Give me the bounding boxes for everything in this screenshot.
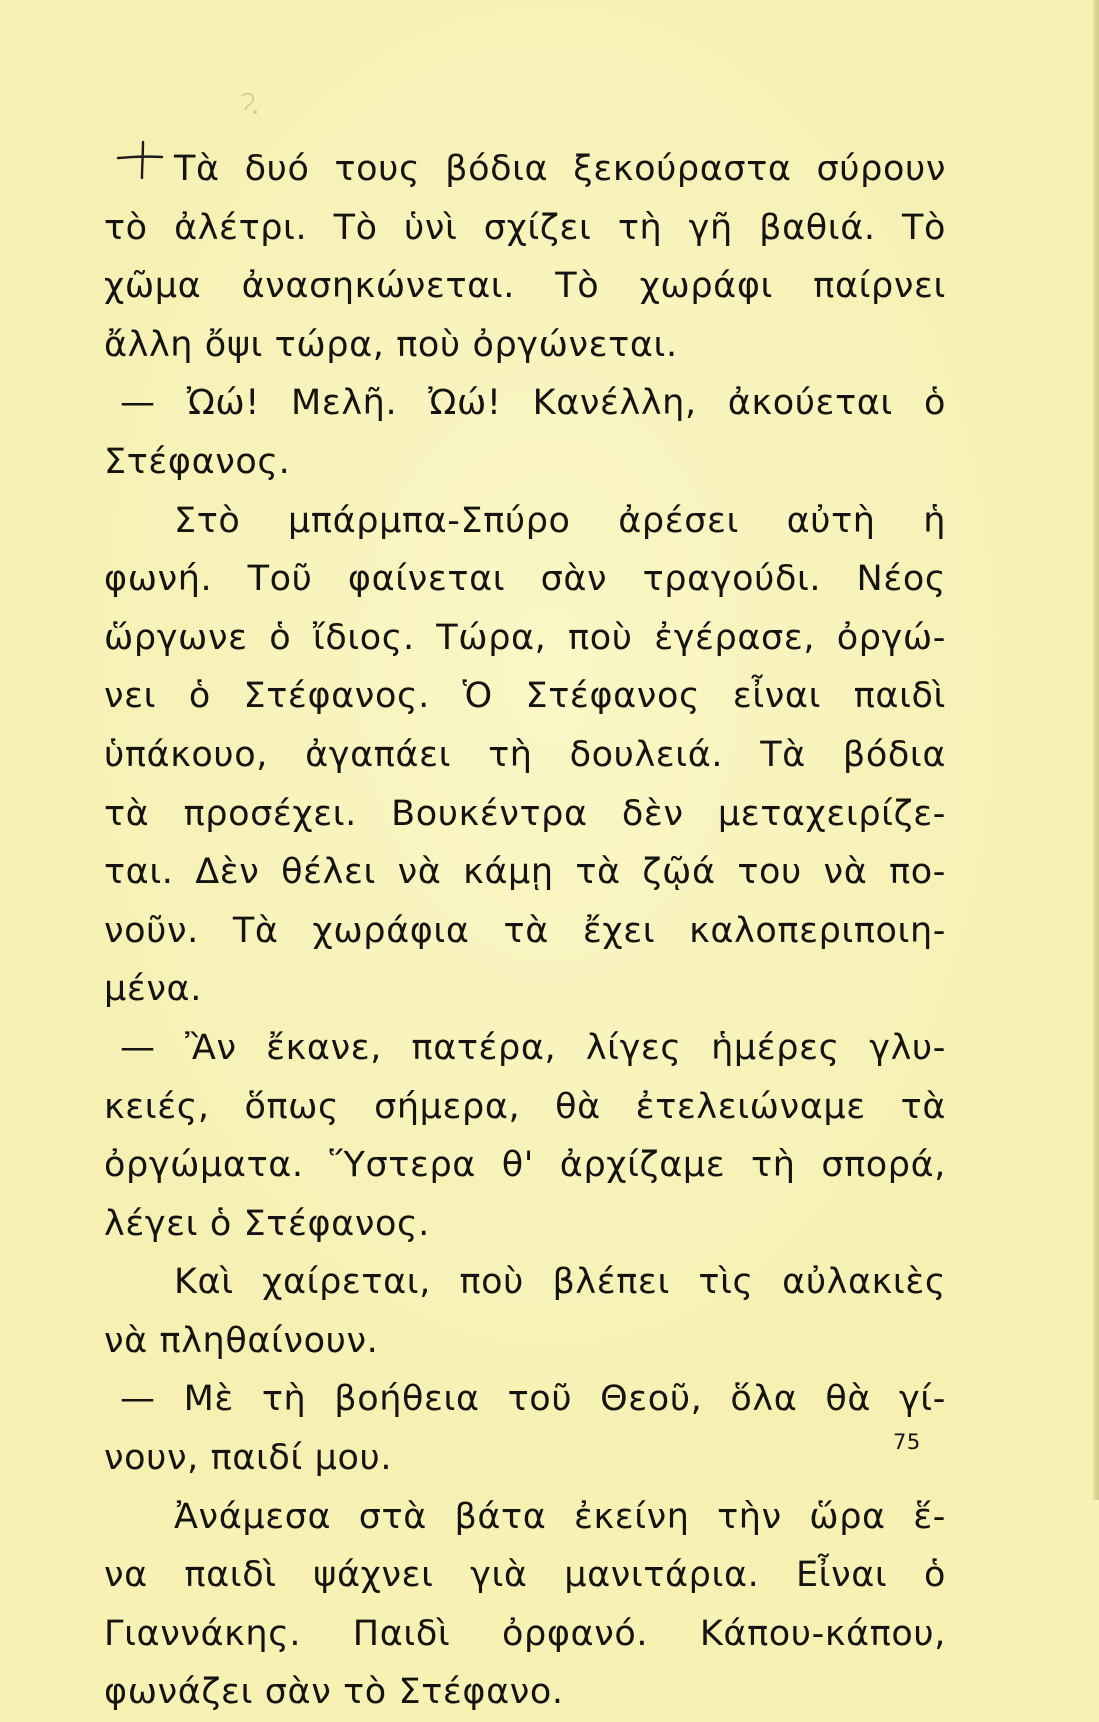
text-line: Στέφανος. — [104, 441, 291, 482]
text-line: Στὸ μπάρμπα-Σπύρο ἀρέσει αὐτὴ ἡ — [174, 500, 946, 541]
text-line: νει ὁ Στέφανος. Ὁ Στέφανος εἶναι παιδὶ — [104, 676, 946, 717]
text-line: φωνή. Τοῦ φαίνεται σὰν τραγούδι. Νέος — [104, 559, 946, 600]
text-line: νοῦν. Τὰ χωράφια τὰ ἔχει καλοπεριποιη- — [104, 910, 946, 951]
text-line: — Ἂν ἔκανε, πατέρα, λίγες ἡμέρες γλυ- — [120, 1027, 946, 1068]
text-line: — Μὲ τὴ βοήθεια τοῦ Θεοῦ, ὅλα θὰ γί- — [120, 1379, 946, 1420]
page-edge — [1093, 0, 1099, 1500]
text-line: ται. Δὲν θέλει νὰ κάμῃ τὰ ζῷά του νὰ πο- — [104, 852, 946, 893]
text-line: Καὶ χαίρεται, ποὺ βλέπει τὶς αὐλακιὲς — [174, 1262, 946, 1303]
text-line: λέγει ὁ Στέφανος. — [104, 1203, 430, 1244]
text-line: τὰ προσέχει. Βουκέντρα δὲν μεταχειρίζε- — [104, 793, 946, 834]
text-line: νουν, παιδί μου. — [104, 1438, 393, 1479]
text-line: νὰ πληθαίνουν. — [104, 1320, 379, 1361]
text-line: Ἀνάμεσα στὰ βάτα ἐκείνη τὴν ὥρα ἕ- — [174, 1496, 946, 1537]
text-line: — Ὠώ! Μελῆ. Ὠώ! Κανέλλη, ἀκούεται ὁ — [120, 383, 946, 424]
stray-ink-mark — [236, 88, 266, 118]
text-line: κειές, ὅπως σήμερα, θὰ ἐτελειώναμε τὰ — [104, 1086, 946, 1127]
text-line: χῶμα ἀνασηκώνεται. Τὸ χωράφι παίρνει — [104, 266, 946, 307]
text-line: ὑπάκουο, ἀγαπάει τὴ δουλειά. Τὰ βόδια — [104, 734, 946, 775]
text-line: Τὰ δυό τους βόδια ξεκούραστα σύρουν — [174, 149, 946, 189]
body-text — [104, 140, 946, 1722]
text-line: να παιδὶ ψάχνει γιὰ μανιτάρια. Εἶναι ὁ — [104, 1555, 946, 1596]
text-line: τὸ ἀλέτρι. Τὸ ὑνὶ σχίζει τὴ γῆ βαθιά. Τὸ — [104, 207, 946, 248]
text-line: μένα. — [104, 969, 202, 1010]
text-line: ὥργωνε ὁ ἴδιος. Τώρα, ποὺ ἐγέρασε, ὀργώ- — [104, 617, 946, 658]
text-line: Γιαννάκης. Παιδὶ ὀρφανό. Κάπου-κάπου, — [104, 1613, 946, 1654]
text-line: ὀργώματα. Ὕστερα θ' ἀρχίζαμε τὴ σπορά, — [104, 1145, 946, 1186]
page-number: 75 — [893, 1430, 921, 1454]
text-line: φωνάζει σὰν τὸ Στέφανο. — [104, 1672, 564, 1713]
text-line: ἄλλη ὄψι τώρα, ποὺ ὀργώνεται. — [104, 324, 678, 365]
